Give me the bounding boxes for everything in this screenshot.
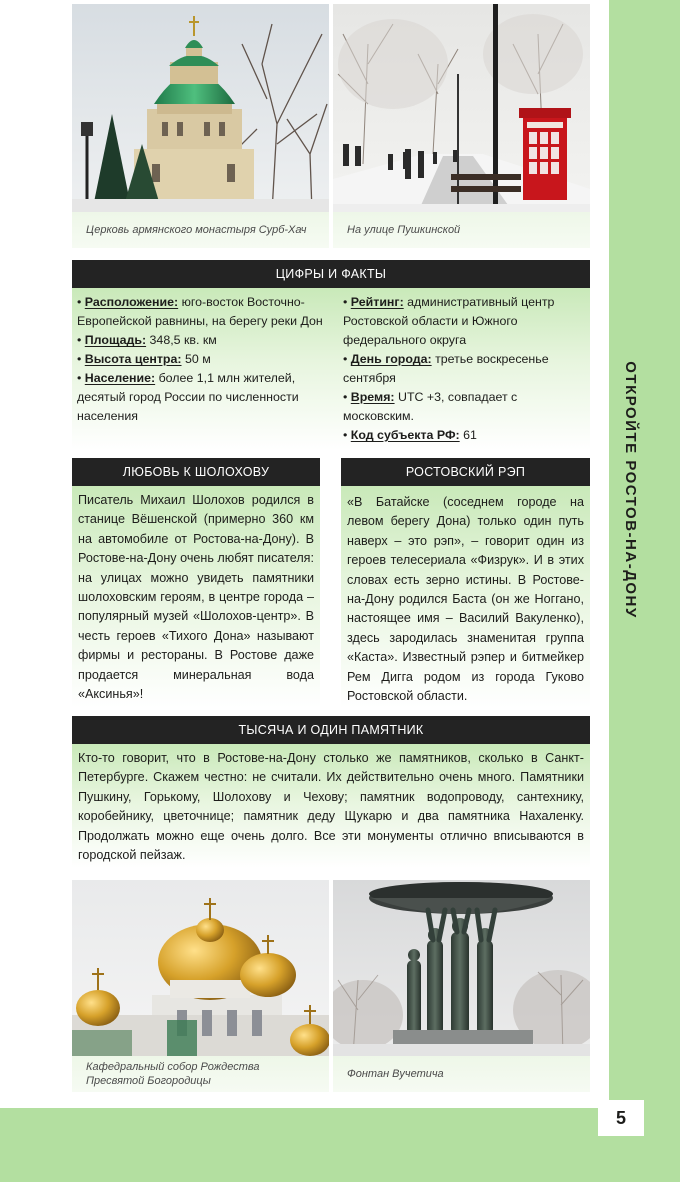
sholokhov-panel (72, 486, 320, 708)
photo-armenian-church (72, 4, 329, 212)
rap-header: РОСТОВСКИЙ РЭП (341, 458, 590, 486)
photo-pushkinskaya-street (333, 4, 590, 212)
rap-panel (341, 486, 590, 708)
photo-vuchetich-fountain (333, 880, 590, 1056)
fact-location: • Расположение: юго-восток Восточно-Европейской равнины, на берегу реки Дон (77, 295, 323, 328)
fact-area: • Площадь: 348,5 кв. км (77, 333, 217, 347)
sholokhov-header: ЛЮБОВЬ К ШОЛОХОВУ (72, 458, 320, 486)
fact-center-height: • Высота центра: 50 м (77, 352, 211, 366)
chapter-side-title: ОТКРОЙТЕ РОСТОВ-НА-ДОНУ (622, 361, 640, 619)
fact-time: • Время: UTC +3, совпадает с московским. (343, 390, 518, 423)
caption-pushkinskaya-street: На улице Пушкинской (333, 212, 590, 248)
fact-population: • Население: более 1,1 млн жителей, десятый город России по численности населения (77, 371, 299, 423)
facts-header: ЦИФРЫ И ФАКТЫ (72, 260, 590, 288)
facts-left-column (77, 293, 329, 426)
page-number: 5 (598, 1100, 644, 1136)
monuments-text: Кто-то говорит, что в Ростове-на-Дону столько же памятников, сколько в Санкт-Петербурге. Скажем честно: не считали. Их действительно очень много. Памятники Пушкину, Горькому, Шолохову и Чехову; памятник водопроводу, сантехнику, коробейнику, цветочнице; памятник деду Щукарю и два памятника Нахаленку. Продолжать можно еще очень долго. Все эти монументы отлично вписываются в городской пейзаж. (78, 751, 584, 863)
fact-rating: • Рейтинг: административный центр Ростовской области и Южного федерального округа (343, 295, 555, 347)
monuments-header: ТЫСЯЧА И ОДИН ПАМЯТНИК (72, 716, 590, 744)
facts-right-column (343, 293, 587, 445)
sholokhov-text: Писатель Михаил Шолохов родился в станице Вёшенской (примерно 360 км на автомобиле от Ростова-на-Дону). В Ростове-на-Дону очень любят писателя: на улицах можно увидеть памятники шолоховским героям, в центре города – популярный музей «Шолохов-центр». В честь героев «Тихого Дона» называют фирмы и рестораны. В Ростове даже продается минеральная вода «Аксинья»! (78, 493, 314, 702)
fact-city-day: • День города: третье воскресенье сентября (343, 352, 549, 385)
photo-cathedral (72, 880, 329, 1056)
caption-armenian-church: Церковь армянского монастыря Сурб-Хач (72, 212, 329, 248)
caption-cathedral: Кафедральный собор Рождества Пресвятой Богородицы (72, 1056, 329, 1092)
fact-region-code: • Код субъекта РФ: 61 (343, 428, 477, 442)
bottom-green-band (0, 1108, 598, 1182)
rap-text: «В Батайске (соседнем городе на левом берегу Дона) только один путь наверх – это рэп», – говорит один из героев телесериала «Физрук». И в этих словах есть зерно истины. В Ростове-на-Дону родился Баста (он же Ноггано, настоящее имя – Василий Вакуленко), здесь зародилась знаменитая группа «Каста». Известный рэпер и битмейкер Рем Дигга родом из города Гуково Ростовской области. (347, 495, 584, 704)
caption-vuchetich-fountain: Фонтан Вучетича (333, 1056, 590, 1092)
monuments-panel (72, 744, 590, 868)
